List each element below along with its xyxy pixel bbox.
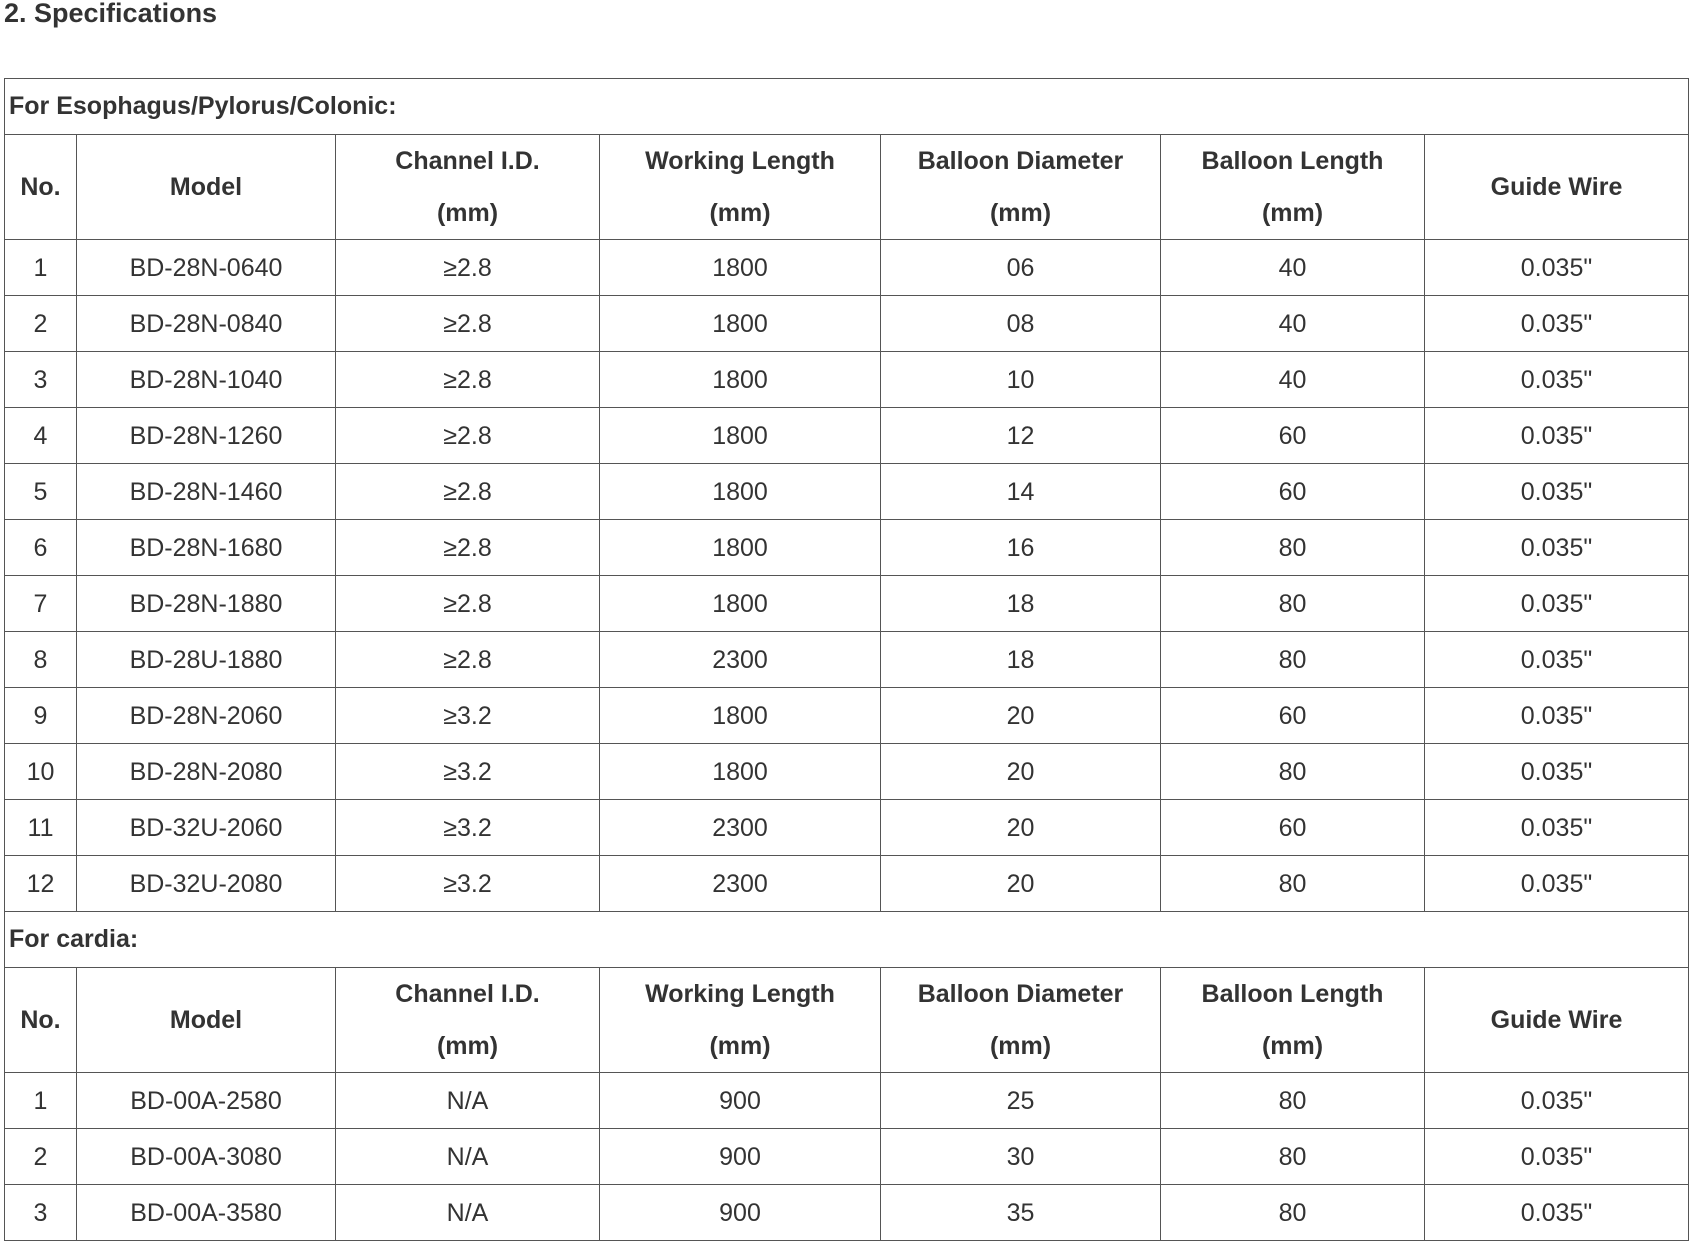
header-balloon-diameter	[881, 135, 1161, 240]
header-text: (mm)	[436, 1032, 499, 1060]
model-cell: BD-32U-2060	[77, 800, 336, 856]
working-length-cell: 2300	[600, 800, 881, 856]
header-text: (mm)	[989, 199, 1052, 227]
header-no	[5, 968, 77, 1073]
model-cell: BD-28U-1880	[77, 632, 336, 688]
guide-wire-cell: 0.035"	[1425, 856, 1689, 912]
header-text: Working Length	[645, 980, 835, 1008]
balloon-length-cell: 80	[1161, 856, 1425, 912]
balloon-diameter-cell: 25	[881, 1073, 1161, 1129]
channel-id-cell: ≥2.8	[336, 296, 600, 352]
guide-wire-cell: 0.035"	[1425, 1129, 1689, 1185]
working-length-cell: 1800	[600, 408, 881, 464]
balloon-length-cell: 60	[1161, 688, 1425, 744]
balloon-diameter-cell: 20	[881, 800, 1161, 856]
balloon-diameter-cell: 30	[881, 1129, 1161, 1185]
channel-id-cell: ≥2.8	[336, 632, 600, 688]
no-cell: 9	[5, 688, 77, 744]
working-length-cell: 900	[600, 1185, 881, 1241]
no-cell: 3	[5, 352, 77, 408]
section-header-row	[5, 79, 1689, 135]
guide-wire-cell: 0.035"	[1425, 408, 1689, 464]
working-length-cell: 1800	[600, 240, 881, 296]
header-text: Balloon Diameter	[917, 980, 1124, 1008]
header-text: Balloon Length	[1201, 147, 1384, 175]
table-row	[5, 1073, 1689, 1129]
header-text: (mm)	[436, 199, 499, 227]
header-text: Balloon Diameter	[917, 147, 1124, 175]
model-cell: BD-00A-3580	[77, 1185, 336, 1241]
table-row	[5, 632, 1689, 688]
working-length-cell: 900	[600, 1129, 881, 1185]
section-label: For Esophagus/Pylorus/Colonic:	[5, 79, 1689, 135]
header-text: (mm)	[1261, 199, 1324, 227]
model-cell: BD-28N-0840	[77, 296, 336, 352]
header-text: No.	[20, 1006, 61, 1034]
model-cell: BD-00A-3080	[77, 1129, 336, 1185]
balloon-length-cell: 60	[1161, 464, 1425, 520]
balloon-diameter-cell: 14	[881, 464, 1161, 520]
guide-wire-cell: 0.035"	[1425, 520, 1689, 576]
no-cell: 1	[5, 240, 77, 296]
channel-id-cell: ≥2.8	[336, 576, 600, 632]
channel-id-cell: ≥2.8	[336, 408, 600, 464]
header-text: Model	[169, 173, 243, 201]
model-cell: BD-28N-2080	[77, 744, 336, 800]
header-working-length	[600, 968, 881, 1073]
balloon-diameter-cell: 20	[881, 856, 1161, 912]
no-cell: 11	[5, 800, 77, 856]
header-guide-wire	[1425, 968, 1689, 1073]
working-length-cell: 2300	[600, 856, 881, 912]
balloon-diameter-cell: 20	[881, 744, 1161, 800]
header-working-length	[600, 135, 881, 240]
header-balloon-diameter	[881, 968, 1161, 1073]
no-cell: 8	[5, 632, 77, 688]
header-text: No.	[20, 173, 61, 201]
model-cell: BD-28N-1040	[77, 352, 336, 408]
working-length-cell: 1800	[600, 576, 881, 632]
working-length-cell: 900	[600, 1073, 881, 1129]
header-guide-wire	[1425, 135, 1689, 240]
balloon-length-cell: 80	[1161, 1073, 1425, 1129]
guide-wire-cell: 0.035"	[1425, 464, 1689, 520]
model-cell: BD-32U-2080	[77, 856, 336, 912]
table-row	[5, 1185, 1689, 1241]
balloon-diameter-cell: 12	[881, 408, 1161, 464]
channel-id-cell: N/A	[336, 1185, 600, 1241]
page-title: 2. Specifications	[4, 0, 218, 28]
header-balloon-length	[1161, 135, 1425, 240]
guide-wire-cell: 0.035"	[1425, 744, 1689, 800]
balloon-diameter-cell: 35	[881, 1185, 1161, 1241]
balloon-length-cell: 80	[1161, 1185, 1425, 1241]
guide-wire-cell: 0.035"	[1425, 1185, 1689, 1241]
channel-id-cell: ≥2.8	[336, 464, 600, 520]
no-cell: 12	[5, 856, 77, 912]
header-text: Channel I.D.	[395, 980, 540, 1008]
balloon-length-cell: 80	[1161, 520, 1425, 576]
guide-wire-cell: 0.035"	[1425, 352, 1689, 408]
no-cell: 7	[5, 576, 77, 632]
table-row	[5, 688, 1689, 744]
header-text: (mm)	[989, 1032, 1052, 1060]
guide-wire-cell: 0.035"	[1425, 632, 1689, 688]
column-header-row	[5, 135, 1689, 240]
header-text: (mm)	[709, 1032, 771, 1060]
model-cell: BD-28N-1880	[77, 576, 336, 632]
specifications-table	[4, 78, 1689, 1241]
model-cell: BD-28N-1260	[77, 408, 336, 464]
header-balloon-length	[1161, 968, 1425, 1073]
balloon-length-cell: 60	[1161, 408, 1425, 464]
specifications-table-body	[5, 79, 1689, 1241]
no-cell: 2	[5, 296, 77, 352]
balloon-length-cell: 40	[1161, 296, 1425, 352]
channel-id-cell: ≥2.8	[336, 352, 600, 408]
header-text: Guide Wire	[1490, 173, 1623, 201]
table-row	[5, 352, 1689, 408]
balloon-diameter-cell: 18	[881, 632, 1161, 688]
channel-id-cell: N/A	[336, 1129, 600, 1185]
balloon-diameter-cell: 10	[881, 352, 1161, 408]
table-row	[5, 856, 1689, 912]
header-model	[77, 968, 336, 1073]
table-row	[5, 576, 1689, 632]
model-cell: BD-28N-1460	[77, 464, 336, 520]
no-cell: 5	[5, 464, 77, 520]
header-no	[5, 135, 77, 240]
table-row	[5, 800, 1689, 856]
table-row	[5, 296, 1689, 352]
header-text: Working Length	[645, 147, 835, 175]
header-text: Balloon Length	[1201, 980, 1384, 1008]
balloon-length-cell: 80	[1161, 576, 1425, 632]
channel-id-cell: ≥2.8	[336, 520, 600, 576]
balloon-length-cell: 80	[1161, 744, 1425, 800]
table-row	[5, 744, 1689, 800]
channel-id-cell: ≥3.2	[336, 800, 600, 856]
header-model	[77, 135, 336, 240]
working-length-cell: 1800	[600, 352, 881, 408]
working-length-cell: 1800	[600, 688, 881, 744]
guide-wire-cell: 0.035"	[1425, 688, 1689, 744]
header-channel-id	[336, 968, 600, 1073]
working-length-cell: 1800	[600, 520, 881, 576]
header-text: Model	[169, 1006, 243, 1034]
table-row	[5, 1129, 1689, 1185]
section-label: For cardia:	[5, 912, 1689, 968]
model-cell: BD-28N-1680	[77, 520, 336, 576]
header-text: (mm)	[1261, 1032, 1324, 1060]
working-length-cell: 2300	[600, 632, 881, 688]
table-row	[5, 240, 1689, 296]
guide-wire-cell: 0.035"	[1425, 576, 1689, 632]
working-length-cell: 1800	[600, 744, 881, 800]
balloon-diameter-cell: 20	[881, 688, 1161, 744]
table-row	[5, 464, 1689, 520]
balloon-length-cell: 40	[1161, 240, 1425, 296]
guide-wire-cell: 0.035"	[1425, 240, 1689, 296]
balloon-diameter-cell: 18	[881, 576, 1161, 632]
balloon-diameter-cell: 08	[881, 296, 1161, 352]
model-cell: BD-28N-2060	[77, 688, 336, 744]
guide-wire-cell: 0.035"	[1425, 1073, 1689, 1129]
header-text: (mm)	[709, 199, 771, 227]
balloon-diameter-cell: 16	[881, 520, 1161, 576]
no-cell: 2	[5, 1129, 77, 1185]
table-row	[5, 408, 1689, 464]
guide-wire-cell: 0.035"	[1425, 800, 1689, 856]
channel-id-cell: ≥3.2	[336, 688, 600, 744]
no-cell: 6	[5, 520, 77, 576]
working-length-cell: 1800	[600, 296, 881, 352]
channel-id-cell: ≥2.8	[336, 240, 600, 296]
no-cell: 10	[5, 744, 77, 800]
no-cell: 3	[5, 1185, 77, 1241]
header-channel-id	[336, 135, 600, 240]
channel-id-cell: N/A	[336, 1073, 600, 1129]
no-cell: 4	[5, 408, 77, 464]
column-header-row	[5, 968, 1689, 1073]
balloon-length-cell: 80	[1161, 1129, 1425, 1185]
table-row	[5, 520, 1689, 576]
channel-id-cell: ≥3.2	[336, 856, 600, 912]
balloon-length-cell: 60	[1161, 800, 1425, 856]
header-text: Channel I.D.	[395, 147, 540, 175]
working-length-cell: 1800	[600, 464, 881, 520]
channel-id-cell: ≥3.2	[336, 744, 600, 800]
no-cell: 1	[5, 1073, 77, 1129]
balloon-length-cell: 80	[1161, 632, 1425, 688]
balloon-length-cell: 40	[1161, 352, 1425, 408]
guide-wire-cell: 0.035"	[1425, 296, 1689, 352]
header-text: Guide Wire	[1490, 1006, 1623, 1034]
section-header-row	[5, 912, 1689, 968]
balloon-diameter-cell: 06	[881, 240, 1161, 296]
model-cell: BD-28N-0640	[77, 240, 336, 296]
model-cell: BD-00A-2580	[77, 1073, 336, 1129]
